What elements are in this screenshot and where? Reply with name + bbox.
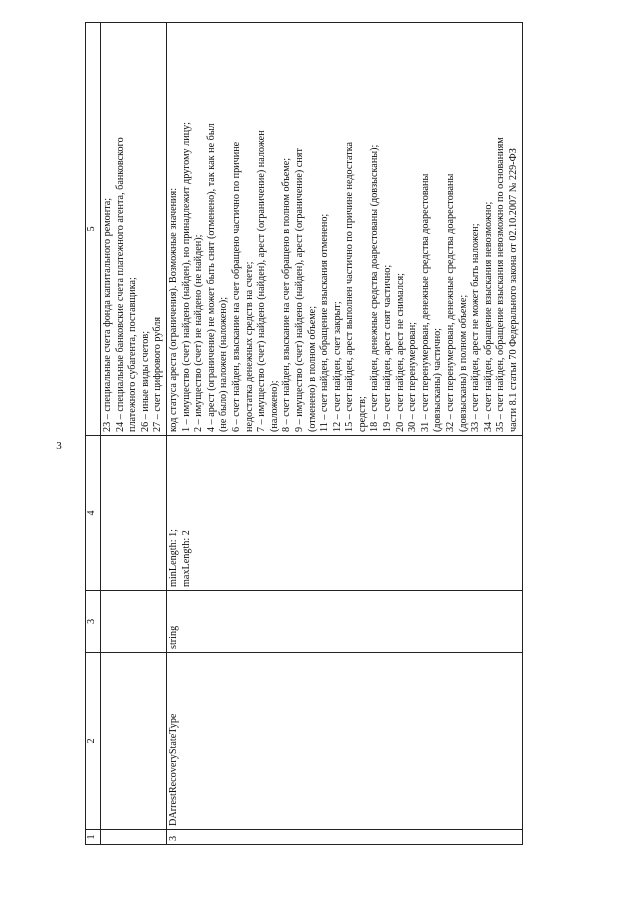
cont-cell-3 xyxy=(101,591,167,653)
header-col-5: 5 xyxy=(86,23,101,436)
desc-line: 7 – имущество (счет) найдено (найден), арест (ограничение) наложен xyxy=(256,130,268,432)
desc-line: 30 – счет перенумерован; xyxy=(407,322,419,432)
desc-line: 19 – счет найден, арест снят частично; xyxy=(382,264,394,432)
desc-line: недостатка денежных средств на счете; xyxy=(243,261,255,432)
cont-line: 24 – специальные банковские счета платежного агента, банковского xyxy=(114,137,126,432)
desc-line: (довзысканы) в полном объеме; xyxy=(457,294,469,432)
element-name: DArrestRecoveryStateType xyxy=(166,653,522,830)
page-number: 3 xyxy=(56,440,62,452)
desc-line: 11 – счет найден, обращение взыскания отменено; xyxy=(319,213,331,432)
desc-line: 20 – счет найден, арест не снимался; xyxy=(394,273,406,432)
cont-line: платежного субагента, поставщика; xyxy=(127,277,139,432)
desc-line: 9 – имущество (счет) найдено (найден), арест (ограничение) снят xyxy=(293,148,305,432)
desc-line: (отменено) в полном объеме; xyxy=(306,305,318,432)
desc-line: средств; xyxy=(356,396,368,432)
header-col-3: 3 xyxy=(86,591,101,653)
desc-line: 12 – счет найден, счет закрыт; xyxy=(331,301,343,432)
desc-line: 2 – имущество (счет) не найдено (не найден); xyxy=(193,234,205,432)
desc-line: 1 – имущество (счет) найдено (найден), но принадлежит другому лицу; xyxy=(180,122,192,432)
data-table xyxy=(85,22,523,845)
header-row xyxy=(86,23,101,845)
desc-line: 4 – арест (ограничение) не может быть снят (отменено), так как не был xyxy=(205,123,217,432)
desc-line: 33 – счет найден, арест не может быть наложен; xyxy=(470,223,482,432)
desc-line: код статуса ареста (ограничения). Возможные значения: xyxy=(167,187,179,432)
desc-line: (не было) наложен (наложено); xyxy=(218,296,230,432)
desc-line: 6 – счет найден, взыскание на счет обращено частично по причине xyxy=(230,141,242,432)
cont-line: 27 – счет цифрового рубля xyxy=(152,316,164,432)
desc-line: 18 – счет найден, денежные средства доарестованы (довзысканы); xyxy=(369,144,381,432)
header-col-2: 2 xyxy=(86,653,101,830)
cont-line: 26 – иные виды счетов; xyxy=(139,330,151,432)
row-number: 3 xyxy=(166,830,522,845)
continuation-row xyxy=(101,23,167,845)
header-col-4: 4 xyxy=(86,436,101,591)
desc-line: (довзысканы) частично; xyxy=(432,328,444,432)
desc-line: 8 – счет найден, взыскание на счет обращено в полном объеме; xyxy=(281,157,293,432)
cont-cell-4 xyxy=(101,436,167,591)
desc-line: 34 – счет найден, обращение взыскания невозможно; xyxy=(482,201,494,432)
desc-line: 32 – счет перенумерован, денежные средства доарестованы xyxy=(445,173,457,432)
desc-line: 15 – счет найден, арест выполнен частично по причине недостатка xyxy=(344,141,356,432)
cont-cell-2 xyxy=(101,653,167,830)
element-description xyxy=(166,23,522,436)
cont-cell-1 xyxy=(101,830,167,845)
desc-line: части 8.1 статьи 70 Федерального закона от 02.10.2007 № 229-ФЗ xyxy=(508,148,519,432)
desc-line: 35 – счет найден, обращение взыскания невозможно по основаниям xyxy=(495,137,507,432)
cont-description xyxy=(101,23,167,436)
table-row xyxy=(166,23,522,845)
element-restrictions xyxy=(166,436,522,591)
restriction-line: minLength: 1; xyxy=(167,528,179,587)
restriction-line: maxLength: 2 xyxy=(180,530,192,587)
desc-line: 31 – счет перенумерован, денежные средства доарестованы xyxy=(419,173,431,432)
cont-line: 23 – специальные счета фонда капитального ремонта; xyxy=(102,197,113,432)
element-type: string xyxy=(166,591,522,653)
desc-line: (наложено); xyxy=(268,380,280,432)
rotated-table-container xyxy=(85,23,557,845)
header-col-1: 1 xyxy=(86,830,101,845)
